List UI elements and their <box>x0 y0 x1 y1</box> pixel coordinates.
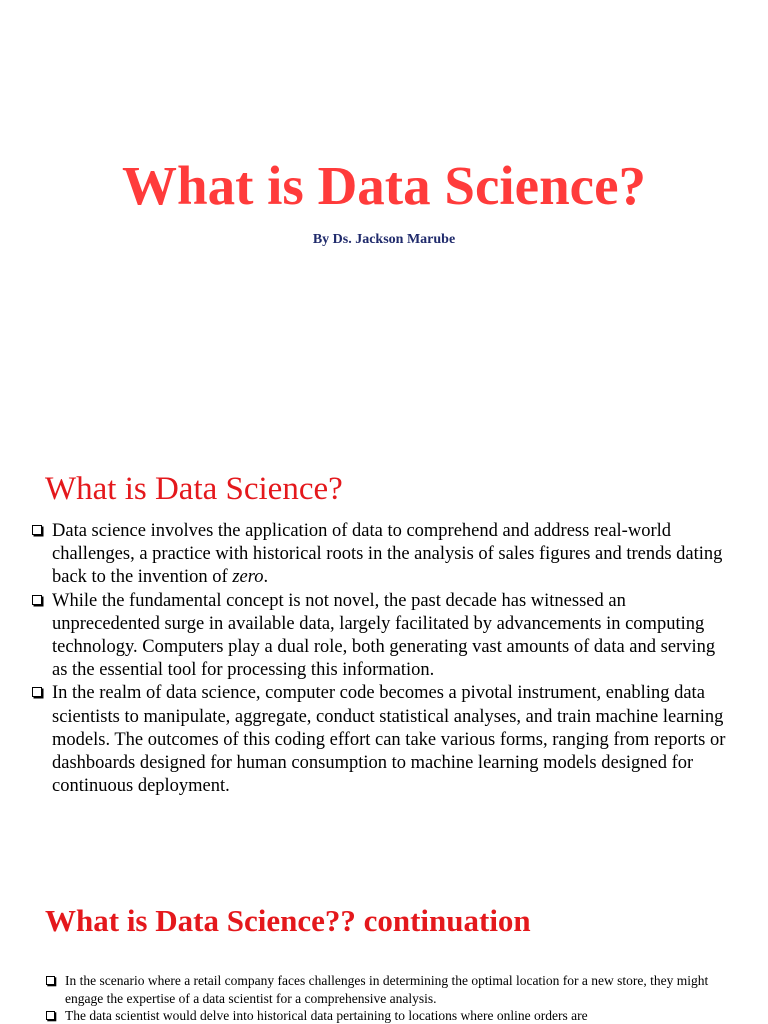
bullet-list <box>31 520 731 798</box>
author-byline: By Ds. Jackson Marube <box>312 232 456 247</box>
slide-heading: What is Data Science? <box>45 471 343 507</box>
bullet-list <box>45 972 735 1024</box>
content-slide-continuation <box>0 870 768 1024</box>
checkbox-bullet-icon <box>32 595 42 605</box>
title-slide <box>0 0 768 430</box>
checkbox-bullet-icon <box>32 687 42 697</box>
slide-heading: What is Data Science?? continuation <box>45 903 531 938</box>
bullet-text: The data scientist would delve into historical data pertaining to locations where online orders are <box>65 1008 588 1023</box>
content-slide-intro <box>0 430 768 870</box>
bullet-text: Data science involves the application of data to comprehend and address real-world challenges, a practice with historical roots in the analysis of sales figures and trends dating back to the invention of <box>52 521 723 588</box>
bullet-text: In the scenario where a retail company faces challenges in determining the optimal location for a new store, they might engage the expertise of a data scientist for a comprehensive analysis. <box>65 973 709 1006</box>
list-item <box>45 972 735 1007</box>
checkbox-bullet-icon <box>46 1011 55 1020</box>
bullet-text: In the realm of data science, computer code becomes a pivotal instrument, enabling data scientists to manipulate, aggregate, conduct statistical analyses, and train machine learning models. The outcomes of this coding effort can take various forms, ranging from reports or dashboards designed for human consumption to machine learning models designed for continuous deployment. <box>52 683 726 797</box>
bullet-text: While the fundamental concept is not novel, the past decade has witnessed an unprecedented surge in available data, largely facilitated by advancements in computing technology. Computers play a dual role, both generating vast amounts of data and serving as the essential tool for processing this information. <box>52 590 716 681</box>
bullet-text-end: . <box>263 567 269 588</box>
list-item <box>31 590 731 683</box>
checkbox-bullet-icon <box>32 525 42 535</box>
bullet-emphasis: zero <box>232 567 264 588</box>
list-item <box>45 1007 735 1024</box>
document-title: What is Data Science? <box>122 155 646 216</box>
list-item <box>31 682 731 798</box>
checkbox-bullet-icon <box>46 976 55 985</box>
list-item <box>31 520 731 590</box>
